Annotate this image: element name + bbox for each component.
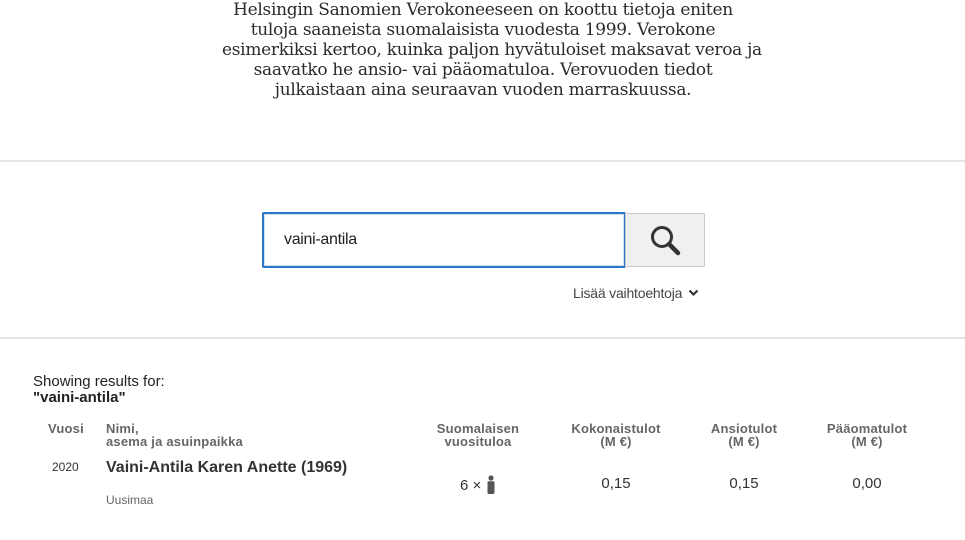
results-summary: [33, 374, 165, 406]
intro-line: Helsingin Sanomien Verokoneeseen on koottu tietoja eniten: [233, 0, 733, 20]
header-rank-line2: vuosituloa: [444, 434, 512, 449]
results-query: "vaini-antila": [33, 389, 126, 406]
more-options-label: Lisää vaihtoehtoja: [573, 285, 683, 301]
header-capital-line2: (M €): [851, 434, 883, 449]
header-name: [106, 422, 243, 448]
intro-line: julkaistaan aina seuraavan vuoden marraskuussa.: [274, 80, 692, 100]
results-label: Showing results for:: [33, 373, 165, 390]
divider: [0, 337, 965, 339]
row-rank: [460, 475, 496, 495]
row-year: 2020: [52, 460, 79, 474]
header-name-line2: asema ja asuinpaikka: [106, 434, 243, 449]
row-name-link[interactable]: Vaini-Antila Karen Anette (1969): [106, 459, 348, 476]
divider: [0, 160, 965, 162]
search-input[interactable]: [264, 214, 604, 266]
intro-line: tuloja saaneista suomalaisista vuodesta 1999. Verokone: [250, 20, 716, 40]
header-rank-line1: Suomalaisen: [436, 421, 520, 436]
intro-line: esimerkiksi kertoo, kuinka paljon hyvätuloiset maksavat veroa ja: [222, 40, 762, 60]
header-total-line1: Kokonaistulot: [571, 421, 661, 436]
header-earned-line2: (M €): [728, 434, 760, 449]
row-rank-value: 6 ×: [460, 476, 482, 494]
row-capital: 0,00: [852, 475, 882, 492]
header-total: [556, 422, 676, 448]
intro-line: saavatko he ansio- vai pääomatuloa. Verovuoden tiedot: [253, 60, 713, 80]
search-box: [262, 212, 626, 268]
row-earned: 0,15: [729, 475, 759, 492]
row-total: 0,15: [601, 475, 631, 492]
person-icon: [486, 475, 496, 495]
header-earned: [694, 422, 794, 448]
header-capital-line1: Pääomatulot: [826, 421, 908, 436]
header-year: Vuosi: [48, 421, 84, 436]
intro-text: [222, 0, 762, 100]
header-rank: [420, 422, 536, 448]
chevron-down-icon: [688, 289, 699, 297]
row-region: Uusimaa: [106, 493, 154, 507]
header-name-line1: Nimi,: [106, 421, 139, 436]
header-earned-line1: Ansiotulot: [710, 421, 778, 436]
search-icon: [649, 224, 681, 256]
header-total-line2: (M €): [600, 434, 632, 449]
header-capital: [812, 422, 922, 448]
search-button[interactable]: [625, 213, 705, 267]
more-options-toggle[interactable]: [573, 285, 699, 301]
